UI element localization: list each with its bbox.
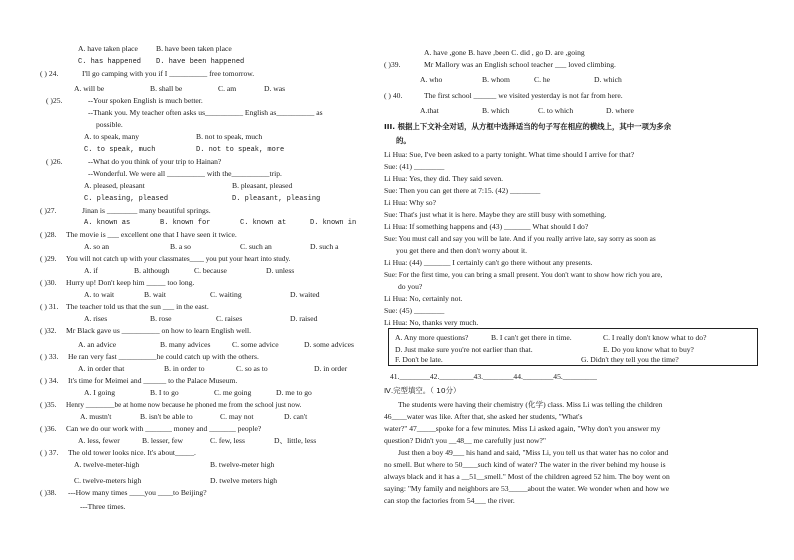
q25-stem-2: --Thank you. My teacher often asks us__________ English as__________ as [88, 108, 323, 117]
cloze-line: saying: "My family and neighbors are 53_____about the water. We wonder when and how we [384, 484, 670, 493]
q31-option-d: D. raised [290, 314, 318, 323]
q30-stem: Hurry up! Don't keep him _____ too long. [66, 278, 195, 287]
q31-option-a: A. rises [84, 314, 108, 323]
q32-option-c: C. some advice [232, 340, 279, 349]
box-option-d: D. Just make sure you're not earlier than that. [395, 345, 533, 354]
q32-option-b: B. many advices [160, 340, 211, 349]
q27-option-b: B. known for [160, 219, 211, 227]
cloze-line: water?" 47_____spoke for a few minutes. Miss Li asked again, "Why don't you answer my [384, 424, 661, 433]
q37-option-b: B. twelve-meter high [210, 460, 275, 469]
q26-option-c: C. pleasing, pleased [84, 195, 169, 203]
q35-option-c: C. may not [220, 412, 254, 421]
q39-number: ( )39. [384, 60, 401, 69]
cloze-line: no smell. But where to 50____such kind of water? The water in the river behind my house is [384, 460, 666, 469]
q37-stem: The old tower looks nice. It's about_____. [68, 448, 196, 457]
q34-option-d: D. me to go [276, 388, 312, 397]
q30-option-c: C. waiting [210, 290, 242, 299]
q34-option-a: A. I going [84, 388, 116, 397]
dialog-line: Li Hua: No, certainly not. [384, 294, 463, 303]
q38-number: ( )38. [40, 488, 57, 497]
q28-option-a: A. so an [84, 242, 110, 251]
cloze-line: The students were having their chemistry (化学) class. Miss Li was telling the children [398, 400, 663, 409]
q38-options: A. have ,gone B. have ,been C. did , go D. are ,going [424, 48, 585, 57]
q29-option-c: C. because [194, 266, 227, 275]
q25-option-a: A. to speak, many [84, 132, 140, 141]
q36-option-c: C. few, less [210, 436, 245, 445]
q33-number: ( ) 33. [40, 352, 59, 361]
q31-option-b: B. rose [150, 314, 172, 323]
q24-option-d: D. was [264, 84, 286, 93]
section-3-title: III. 根据上下文补全对话，从方框中选择适当的句子写在相应的横线上，其中一项为多余 [384, 122, 672, 131]
box-option-c: C. I really don't know what to do? [603, 333, 707, 342]
q29-option-a: A. if [84, 266, 98, 275]
dialog-line: Sue: (41) ________ [384, 162, 445, 171]
q24-option-a: A. will be [74, 84, 105, 93]
q27-option-a: A. known as [84, 219, 131, 227]
option-b: B. have been taken place [156, 44, 232, 53]
options-box [388, 328, 758, 366]
q25-option-c: C. to speak, much [84, 146, 156, 154]
q37-option-a: A. twelve-meter-high [74, 460, 140, 469]
dialog-line: do you? [398, 282, 423, 291]
q35-number: ( )35. [40, 400, 57, 409]
q26-stem-2: --Wonderful. We were all __________ with the__________trip. [88, 169, 282, 178]
q31-number: ( ) 31. [40, 302, 59, 311]
q28-option-d: D. such a [310, 242, 339, 251]
q26-stem: --What do you think of your trip to Hainan? [88, 157, 222, 166]
q36-stem: Can we do our work with _______ money and _______ people? [66, 424, 262, 433]
q25-option-b: B. not to speak, much [196, 132, 263, 141]
dialog-line: Sue: Then you can get there at 7:15. (42) ________ [384, 186, 541, 195]
q29-stem: You will not catch up with your classmates____ you put your heart into study. [66, 255, 291, 263]
q39-stem: Mr Mallory was an English school teacher ___ loved climbing. [424, 60, 616, 69]
q29-option-b: B. although [134, 266, 170, 275]
q30-number: ( )30. [40, 278, 57, 287]
q39-option-a: A. who [420, 75, 443, 84]
q28-stem: The movie is ___ excellent one that I have seen it twice. [66, 230, 237, 239]
q32-stem: Mr Black gave us __________ on how to learn English well. [66, 326, 251, 335]
q32-option-a: A. an advice [78, 340, 117, 349]
q33-option-c: C. so as to [236, 364, 268, 373]
option-d: D. have been happened [156, 58, 245, 66]
q24-stem: I'll go camping with you if I __________ free tomorrow. [82, 69, 255, 78]
q30-option-d: D. waited [290, 290, 320, 299]
cloze-line: always black and it has a __51__smell." Most of the children agreed 52 him. The boy went on [384, 472, 670, 481]
q33-option-b: B. in order to [164, 364, 205, 373]
dialog-line: Li Hua: (44) _______ I certainly can't go there without any presents. [384, 258, 593, 267]
q27-stem: Jinan is ________ many beautiful springs. [82, 206, 211, 215]
q39-option-d: D. which [594, 75, 622, 84]
q25-stem-3: possible. [96, 120, 123, 129]
q34-number: ( ) 34. [40, 376, 59, 385]
q30-option-b: B. wait [144, 290, 166, 299]
cloze-line: Just then a boy 49___ his hand and said, "Miss Li, you tell us that water has no color and [398, 448, 669, 457]
q30-option-a: A. to wait [84, 290, 115, 299]
q36-option-d: D、little, less [274, 436, 317, 445]
q38-stem: ---How many times ____you ____to Beijing? [68, 488, 207, 497]
q26-option-a: A. pleased, pleasant [84, 181, 145, 190]
dialog-line: Li Hua: If something happens and (43) _______ What should I do? [384, 222, 589, 231]
q26-option-d: D. pleasant, pleasing [232, 195, 321, 203]
q28-option-c: C. such an [240, 242, 272, 251]
dialog-line: Li Hua: No, thanks very much. [384, 318, 479, 327]
q29-number: ( )29. [40, 254, 57, 263]
q32-number: ( )32. [40, 326, 57, 335]
q39-option-b: B. whom [482, 75, 510, 84]
q35-option-a: A. mustn't [80, 412, 112, 421]
q37-option-d: D. twelve meters high [210, 476, 278, 485]
box-option-a: A. Any more questions? [395, 333, 469, 342]
q31-option-c: C. raises [216, 314, 243, 323]
option-a: A. have taken place [78, 44, 138, 53]
box-option-e: E. Do you know what to buy? [603, 345, 694, 354]
q40-option-b: B. which [482, 106, 510, 115]
section-4-title: Ⅳ.完型填空。（ 10分） [384, 386, 461, 395]
section-3-title-cont: 的。 [396, 136, 411, 145]
cloze-line: question? Didn't you __48__ me carefully just now?" [384, 436, 547, 445]
q40-number: ( ) 40. [384, 91, 403, 100]
q33-option-a: A. in order that [78, 364, 125, 373]
q33-option-d: D. in order [314, 364, 348, 373]
q37-option-c: C. twelve-meters high [74, 476, 142, 485]
q39-option-c: C. he [534, 75, 551, 84]
q28-number: ( )28. [40, 230, 57, 239]
q28-option-b: B. a so [170, 242, 191, 251]
box-option-b: B. I can't get there in time. [491, 333, 572, 342]
q31-stem: The teacher told us that the sun ___ in the east. [66, 302, 209, 311]
dialog-line: Sue: You must call and say you will be late. And if you really arrive late, say sorry as soon as [384, 234, 656, 243]
q25-number: ( )25. [46, 96, 63, 105]
q24-number: ( ) 24. [40, 69, 59, 78]
q24-option-c: C. am [218, 84, 237, 93]
q32-option-d: D. some advices [304, 340, 354, 349]
q37-number: ( ) 37. [40, 448, 59, 457]
q36-option-b: B. lesser, few [142, 436, 184, 445]
box-option-g: G. Didn't they tell you the time? [581, 355, 679, 364]
q35-stem: Henry ________be at home now because he phoned me from the school just now. [66, 401, 302, 409]
q29-option-d: D. unless [266, 266, 295, 275]
q27-option-c: C. known at [240, 219, 287, 227]
dialog-line: Li Hua: Why so? [384, 198, 436, 207]
q33-stem: He ran very fast __________he could catch up with the others. [68, 352, 259, 361]
cloze-line: 46____water was like. After that, she asked her students, "What's [384, 412, 583, 421]
answers-line: 41.________42._________43.________44.________45._________ [390, 372, 597, 381]
q34-option-c: C. me going [214, 388, 252, 397]
dialog-line: Sue: (45) ________ [384, 306, 445, 315]
q40-stem: The first school ______ we visited yesterday is not far from here. [424, 91, 623, 100]
q40-option-a: A.that [420, 106, 439, 115]
q36-number: ( )36. [40, 424, 57, 433]
q25-option-d: D. not to speak, more [196, 146, 285, 154]
q36-option-a: A. less, fewer [78, 436, 120, 445]
cloze-line: can stop the factories from 54___ the river. [384, 496, 515, 505]
q26-number: ( )26. [46, 157, 63, 166]
dialog-line: Sue: That's just what it is here. Maybe they are still busy with something. [384, 210, 607, 219]
dialog-line: Li Hua: Sue, I've been asked to a party tonight. What time should I arrive for that? [384, 150, 635, 159]
q26-option-b: B. pleasant, pleased [232, 181, 293, 190]
option-c: C. has happened [78, 58, 142, 66]
dialog-line: Li Hua: Yes, they did. They said seven. [384, 174, 504, 183]
q34-stem: It's time for Meimei and ______ to the Palace Museum. [68, 376, 238, 385]
q40-option-c: C. to which [538, 106, 574, 115]
q35-option-d: D. can't [284, 412, 308, 421]
q34-option-b: B. I to go [150, 388, 179, 397]
dialog-line: you get there and then don't worry about it. [396, 246, 528, 255]
q27-option-d: D. known in [310, 219, 357, 227]
q25-stem: --Your spoken English is much better. [88, 96, 203, 105]
dialog-line: Sue: For the first time, you can bring a small present. You don't want to show how rich you are, [384, 270, 663, 279]
q24-option-b: B. shall be [150, 84, 183, 93]
q38-stem-2: ---Three times. [80, 502, 126, 511]
q40-option-d: D. where [606, 106, 634, 115]
box-option-f: F. Don't be late. [395, 355, 443, 364]
q35-option-b: B. isn't be able to [140, 412, 193, 421]
q27-number: ( )27. [40, 206, 57, 215]
